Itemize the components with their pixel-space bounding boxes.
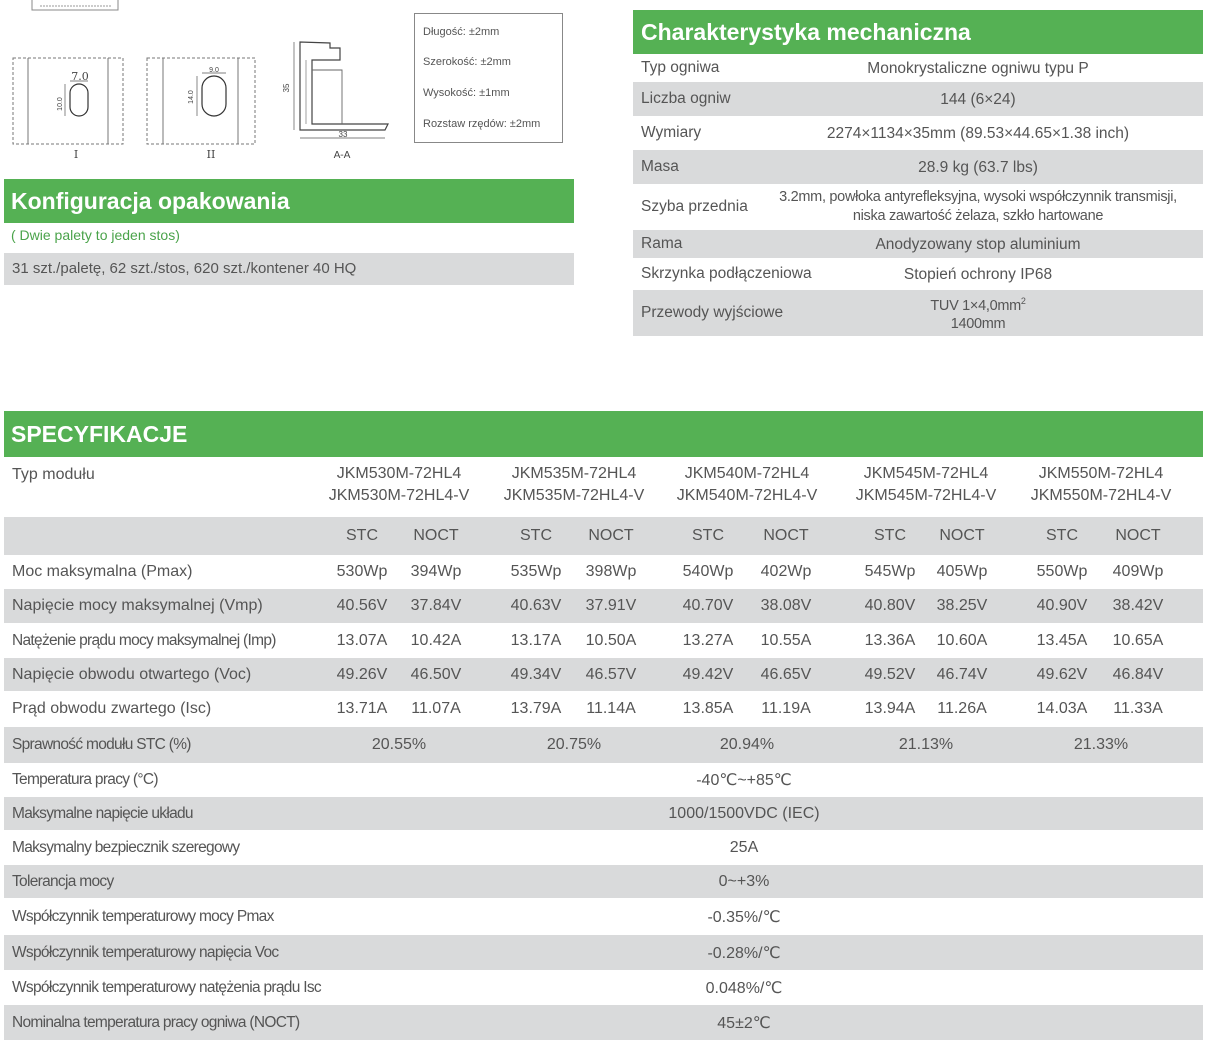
mechanical-title: Charakterystyka mechaniczna xyxy=(633,10,1203,54)
noct-value: 405Wp xyxy=(936,563,988,580)
stc-value: 545Wp xyxy=(864,563,916,580)
spec-row xyxy=(4,830,1203,865)
mech-row-cell-type xyxy=(633,54,1203,82)
cable-spec-superscript: 2 xyxy=(1020,295,1026,306)
mech-value-line2: niska zawartość żelaza, szkło hartowane xyxy=(852,208,1104,224)
noct-value: 10.65A xyxy=(1112,631,1164,649)
view-label-1: I xyxy=(73,148,79,161)
noct-value: 46.57V xyxy=(585,665,637,683)
view-label-2: II xyxy=(206,148,216,161)
noct-value: 402Wp xyxy=(760,563,812,580)
efficiency-value: 21.33% xyxy=(1073,736,1129,753)
mech-label: Przewody wyjściowe xyxy=(641,304,784,321)
cable-spec: TUV 1×4,0mm xyxy=(930,297,1021,314)
noct-value: 10.50A xyxy=(585,631,637,649)
stc-header: STC xyxy=(1046,527,1078,544)
spec-row xyxy=(4,970,1203,1005)
noct-value: 10.55A xyxy=(760,631,812,649)
noct-value: 10.42A xyxy=(410,631,462,649)
stc-header: STC xyxy=(874,527,906,544)
mech-label: Skrzynka podłączeniowa xyxy=(641,265,812,282)
spec-common-value: -0.28%/℃ xyxy=(707,944,781,962)
spec-common-value: -40℃~+85℃ xyxy=(696,772,792,789)
stc-header: STC xyxy=(692,527,724,544)
stc-value: 40.63V xyxy=(510,597,562,614)
spec-row xyxy=(4,555,1203,589)
spec-label: Napięcie obwodu otwartego (Voc) xyxy=(12,665,252,683)
stc-value: 13.85A xyxy=(682,700,734,717)
noct-value: 11.26A xyxy=(937,700,987,717)
packaging-text: 31 szt./paletę, 62 szt./stos, 620 szt./kontener 40 HQ xyxy=(4,253,574,285)
model-name: JKM535M-72HL4-V xyxy=(503,487,645,504)
spec-title: SPECYFIKACJE xyxy=(4,411,1203,457)
model-name: JKM550M-72HL4-V xyxy=(1030,487,1172,504)
spec-common-value: 0~+3% xyxy=(718,872,770,890)
spec-row xyxy=(4,935,1203,970)
spec-label: Współczynnik temperaturowy natężenia prądu Isc xyxy=(12,978,321,996)
spec-label: Moc maksymalna (Pmax) xyxy=(12,563,193,580)
stc-value: 40.70V xyxy=(682,597,734,614)
spec-row xyxy=(4,797,1203,830)
noct-header: NOCT xyxy=(763,527,809,544)
spec-row xyxy=(4,623,1203,658)
efficiency-value: 20.75% xyxy=(546,736,602,753)
view-label-aa: A-A xyxy=(333,150,351,161)
model-name: JKM535M-72HL4 xyxy=(511,465,637,482)
model-name: JKM545M-72HL4-V xyxy=(855,487,997,504)
noct-value: 409Wp xyxy=(1112,563,1164,580)
model-name: JKM530M-72HL4-V xyxy=(328,487,470,504)
stc-value: 13.27A xyxy=(682,631,734,649)
spec-row xyxy=(4,691,1203,727)
spec-row-conditions xyxy=(4,517,1203,555)
mech-row-dimensions xyxy=(633,116,1203,150)
model-name: JKM540M-72HL4-V xyxy=(676,487,818,504)
tolerance-height: Wysokość: ±1mm xyxy=(423,87,510,99)
model-name-cell xyxy=(489,457,659,517)
noct-header: NOCT xyxy=(1115,527,1161,544)
tolerance-box xyxy=(414,13,563,143)
stc-value: 540Wp xyxy=(682,563,734,580)
model-name-cell xyxy=(314,457,484,517)
hole2-height-text: 14.0 xyxy=(188,90,195,104)
stc-value: 13.94A xyxy=(864,700,916,717)
stc-value: 13.45A xyxy=(1036,631,1088,649)
noct-value: 46.50V xyxy=(410,665,462,683)
spec-label: Nominalna temperatura pracy ogniwa (NOCT) xyxy=(12,1013,300,1031)
mech-value: 144 (6×24) xyxy=(940,90,1016,108)
spec-label: Tolerancja mocy xyxy=(12,872,114,890)
stc-value: 49.42V xyxy=(682,665,734,683)
mech-row-output-cables xyxy=(633,290,1203,336)
noct-header: NOCT xyxy=(413,527,459,544)
spec-label: Maksymalny bezpiecznik szeregowy xyxy=(12,838,240,856)
noct-value: 37.91V xyxy=(585,597,637,614)
spec-row xyxy=(4,589,1203,623)
mech-row-frame xyxy=(633,230,1203,258)
spec-label: Współczynnik temperaturowy mocy Pmax xyxy=(12,907,274,925)
noct-value: 11.14A xyxy=(586,700,636,717)
mech-label: Wymiary xyxy=(641,124,702,141)
mech-label: Masa xyxy=(641,158,679,175)
mech-label: Rama xyxy=(641,235,683,252)
frame-profile-view xyxy=(294,42,388,138)
stc-value: 13.79A xyxy=(510,700,562,717)
spec-common-value: 0.048%/℃ xyxy=(705,979,783,997)
spec-row xyxy=(4,865,1203,898)
efficiency-value: 21.13% xyxy=(898,736,954,753)
spec-label: Prąd obwodu zwartego (Isc) xyxy=(12,700,212,717)
mech-value-line1 xyxy=(930,292,1025,316)
mech-value xyxy=(753,184,1203,230)
model-name-cell xyxy=(841,457,1011,517)
model-name-cell xyxy=(662,457,832,517)
mech-value: Anodyzowany stop aluminium xyxy=(875,235,1081,253)
profile-height-text: 35 xyxy=(282,83,291,93)
noct-header: NOCT xyxy=(939,527,985,544)
efficiency-value: 20.55% xyxy=(371,736,427,753)
spec-row xyxy=(4,658,1203,691)
stc-value: 13.71A xyxy=(336,700,388,717)
mounting-hole-view-2 xyxy=(147,58,255,144)
mech-value: Monokrystaliczne ogniwu typu P xyxy=(867,59,1089,77)
mech-value xyxy=(753,290,1203,336)
mech-value: 28.9 kg (63.7 lbs) xyxy=(918,158,1038,176)
mech-value-line2: 1400mm xyxy=(950,316,1006,333)
noct-value: 46.74V xyxy=(936,665,988,683)
noct-value: 38.42V xyxy=(1112,597,1164,614)
noct-value: 394Wp xyxy=(410,563,462,580)
mech-row-front-glass xyxy=(633,184,1203,230)
spec-common-value: -0.35%/℃ xyxy=(707,908,781,926)
packaging-title: Konfiguracja opakowania xyxy=(4,179,574,223)
spec-row-efficiency xyxy=(4,727,1203,763)
model-name-cell xyxy=(1016,457,1186,517)
spec-label: Temperatura pracy (°C) xyxy=(12,771,158,788)
mech-row-junction-box xyxy=(633,258,1203,290)
mech-label: Typ ogniwa xyxy=(641,59,720,76)
stc-value: 40.80V xyxy=(864,597,916,614)
spec-label: Napięcie mocy maksymalnej (Vmp) xyxy=(12,597,263,614)
spec-row xyxy=(4,1005,1203,1040)
mech-value-line1: 3.2mm, powłoka antyrefleksyjna, wysoki współczynnik transmisji, xyxy=(779,189,1177,205)
mech-row-cell-count xyxy=(633,82,1203,116)
noct-value: 37.84V xyxy=(410,597,462,614)
model-name: JKM545M-72HL4 xyxy=(863,465,989,482)
spec-row-models xyxy=(4,457,1203,517)
spec-common-value: 45±2℃ xyxy=(717,1014,771,1032)
spec-label: Współczynnik temperaturowy napięcia Voc xyxy=(12,943,279,961)
hole2-width-text: 9.0 xyxy=(209,67,219,74)
stc-value: 49.52V xyxy=(864,665,916,683)
noct-value: 11.07A xyxy=(411,700,461,717)
tolerance-length: Długość: ±2mm xyxy=(423,26,500,38)
stc-value: 40.56V xyxy=(336,597,388,614)
stc-value: 40.90V xyxy=(1036,597,1088,614)
tolerance-width: Szerokość: ±2mm xyxy=(423,56,511,68)
noct-value: 46.65V xyxy=(760,665,812,683)
stc-value: 530Wp xyxy=(336,563,388,580)
stc-value: 49.26V xyxy=(336,665,388,683)
stc-value: 550Wp xyxy=(1036,563,1088,580)
spec-label: Natężenie prądu mocy maksymalnej (Imp) xyxy=(12,631,276,649)
packaging-note: ( Dwie palety to jeden stos) xyxy=(11,227,180,243)
stc-value: 14.03A xyxy=(1036,700,1088,717)
mounting-hole-view-1 xyxy=(13,58,123,144)
noct-value: 11.19A xyxy=(761,700,811,717)
noct-value: 10.60A xyxy=(936,631,988,649)
mech-value: Stopień ochrony IP68 xyxy=(903,265,1053,283)
hole1-height-text: 10.0 xyxy=(57,97,64,111)
spec-label: Sprawność modułu STC (%) xyxy=(12,736,191,753)
efficiency-value: 20.94% xyxy=(719,736,775,753)
stc-header: STC xyxy=(520,527,552,544)
stc-value: 13.17A xyxy=(510,631,562,649)
mech-value: 2274×1134×35mm (89.53×44.65×1.38 inch) xyxy=(826,124,1130,142)
noct-value: 38.08V xyxy=(760,597,812,614)
mech-row-weight xyxy=(633,150,1203,184)
noct-value: 11.33A xyxy=(1113,700,1163,717)
stc-value: 49.34V xyxy=(510,665,562,683)
tolerance-row-spacing: Rozstaw rzędów: ±2mm xyxy=(423,118,541,130)
stc-value: 13.36A xyxy=(864,631,916,649)
model-name: JKM540M-72HL4 xyxy=(684,465,810,482)
spec-label: Typ modułu xyxy=(12,466,95,483)
stc-header: STC xyxy=(346,527,378,544)
barcode-fragment xyxy=(32,0,118,10)
noct-header: NOCT xyxy=(588,527,634,544)
noct-value: 38.25V xyxy=(936,597,988,614)
model-name: JKM550M-72HL4 xyxy=(1038,465,1164,482)
noct-value: 46.84V xyxy=(1112,665,1164,683)
model-name: JKM530M-72HL4 xyxy=(336,465,462,482)
profile-width-text: 33 xyxy=(338,130,348,139)
hole1-width-text: 7.0 xyxy=(71,70,89,83)
spec-common-value: 25A xyxy=(729,838,759,856)
stc-value: 535Wp xyxy=(510,563,562,580)
stc-value: 13.07A xyxy=(336,631,388,649)
mech-label: Szyba przednia xyxy=(641,198,748,215)
noct-value: 398Wp xyxy=(585,563,637,580)
spec-common-value: 1000/1500VDC (IEC) xyxy=(668,804,820,822)
spec-row xyxy=(4,763,1203,797)
mech-label: Liczba ogniw xyxy=(641,90,731,107)
spec-label: Maksymalne napięcie układu xyxy=(12,804,193,822)
spec-row xyxy=(4,898,1203,935)
stc-value: 49.62V xyxy=(1036,665,1088,683)
technical-drawings xyxy=(0,0,400,170)
